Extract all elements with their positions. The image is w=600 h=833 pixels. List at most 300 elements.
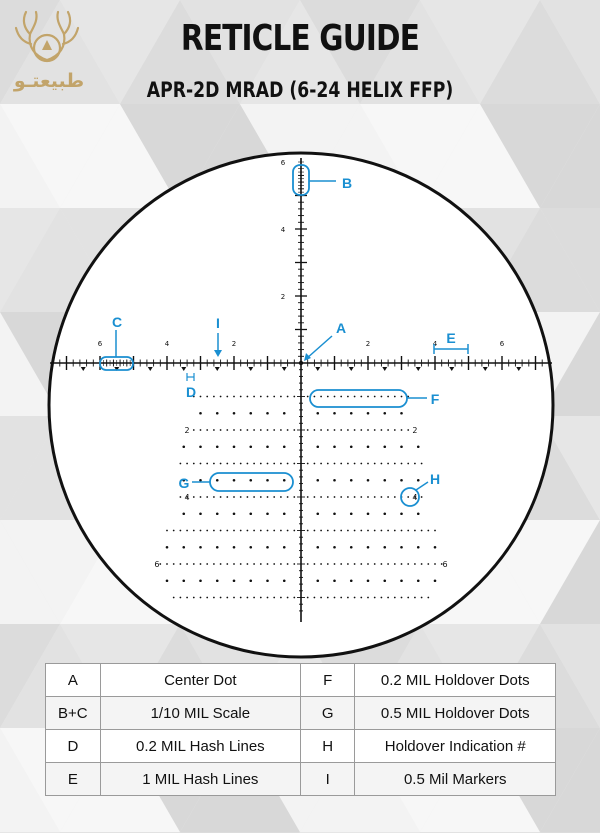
legend-key: F <box>300 664 355 697</box>
holdover-dot <box>287 563 289 565</box>
holdover-dot <box>334 530 336 532</box>
holdover-dot <box>240 463 242 465</box>
legend-row <box>46 664 556 697</box>
holdover-dot <box>407 429 409 431</box>
holdover-dot <box>266 579 269 582</box>
holdover-dot <box>421 496 423 498</box>
mil-label: 2 <box>231 340 237 348</box>
holdover-dot <box>417 479 420 482</box>
holdover-dot <box>350 412 353 415</box>
legend-description: Holdover Indication # <box>355 730 556 763</box>
holdover-dot <box>347 563 349 565</box>
holdover-dot <box>347 530 349 532</box>
holdover-dot <box>220 597 222 599</box>
holdover-dot <box>247 463 249 465</box>
holdover-dot <box>293 463 295 465</box>
holdover-dot <box>407 530 409 532</box>
holdover-dot <box>316 546 319 549</box>
holdover-dot <box>199 445 202 448</box>
holdover-dot <box>320 496 322 498</box>
holdover-dot <box>253 530 255 532</box>
holdover-dot <box>233 597 235 599</box>
holdover-dot <box>173 530 175 532</box>
holdover-dot <box>166 530 168 532</box>
holdover-dot <box>400 512 403 515</box>
holdover-dot <box>367 512 370 515</box>
holdover-dot <box>283 546 286 549</box>
holdover-dot <box>316 412 319 415</box>
callout-a-label: A <box>335 320 347 336</box>
holdover-dot <box>394 496 396 498</box>
holdover-dot <box>260 463 262 465</box>
holdover-dot <box>367 530 369 532</box>
holdover-dot <box>387 429 389 431</box>
holdover-dot <box>216 546 219 549</box>
holdover-dot <box>327 396 329 398</box>
holdover-dot <box>280 496 282 498</box>
holdover-dot <box>226 530 228 532</box>
holdover-dot <box>347 597 349 599</box>
holdover-dot <box>206 396 208 398</box>
holdover-dot <box>253 563 255 565</box>
holdover-dot <box>320 530 322 532</box>
holdover-dot <box>240 396 242 398</box>
holdover-dot <box>247 429 249 431</box>
holdover-dot <box>213 597 215 599</box>
holdover-dot <box>293 396 295 398</box>
holdover-dot <box>333 579 336 582</box>
logo-text: طبیعتـو <box>13 70 85 92</box>
holdover-dot <box>280 463 282 465</box>
callout-d-label: D <box>185 384 197 400</box>
holdover-dot <box>334 563 336 565</box>
holdover-dot <box>193 530 195 532</box>
holdover-dot <box>249 479 252 482</box>
holdover-dot <box>347 429 349 431</box>
holdover-dot <box>249 412 252 415</box>
holdover-dot <box>367 563 369 565</box>
holdover-dot <box>400 479 403 482</box>
holdover-dot <box>266 512 269 515</box>
holdover-dot <box>367 445 370 448</box>
holdover-dot <box>233 563 235 565</box>
holdover-dot <box>354 530 356 532</box>
holdover-dot <box>387 463 389 465</box>
holdover-dot <box>327 463 329 465</box>
holdover-dot <box>253 396 255 398</box>
holdover-dot <box>394 429 396 431</box>
legend-description: 1/10 MIL Scale <box>100 697 300 730</box>
holdover-dot <box>401 563 403 565</box>
mil-label: 4 <box>280 226 286 234</box>
holdover-dot <box>180 597 182 599</box>
holdover-dot <box>374 429 376 431</box>
holdover-number: 6 <box>442 560 448 569</box>
holdover-dot <box>421 463 423 465</box>
holdover-dot <box>287 463 289 465</box>
holdover-dot <box>394 396 396 398</box>
legend-key: H <box>300 730 355 763</box>
holdover-dot <box>233 512 236 515</box>
holdover-dot <box>200 530 202 532</box>
holdover-dot <box>249 579 252 582</box>
holdover-dot <box>381 463 383 465</box>
holdover-dot <box>407 463 409 465</box>
holdover-dot <box>200 429 202 431</box>
holdover-dot <box>374 496 376 498</box>
holdover-dot <box>367 463 369 465</box>
holdover-dot <box>320 563 322 565</box>
holdover-dot <box>350 445 353 448</box>
holdover-dot <box>220 563 222 565</box>
callout-f-label: F <box>430 391 440 407</box>
holdover-dot <box>367 546 370 549</box>
holdover-dot <box>333 445 336 448</box>
legend-description: 1 MIL Hash Lines <box>100 763 300 796</box>
mil-label: 6 <box>280 159 286 167</box>
holdover-dot <box>293 597 295 599</box>
legend-row <box>46 763 556 796</box>
holdover-dot <box>199 512 202 515</box>
holdover-dot <box>216 445 219 448</box>
holdover-dot <box>327 597 329 599</box>
holdover-dot <box>287 597 289 599</box>
holdover-dot <box>182 445 185 448</box>
mil-label: 2 <box>365 340 371 348</box>
holdover-dot <box>233 479 236 482</box>
holdover-dot <box>354 396 356 398</box>
legend-description: Center Dot <box>100 664 300 697</box>
holdover-dot <box>273 563 275 565</box>
holdover-dot <box>186 563 188 565</box>
holdover-dot <box>414 530 416 532</box>
holdover-dot <box>273 496 275 498</box>
holdover-dot <box>381 530 383 532</box>
holdover-dot <box>314 396 316 398</box>
holdover-dot <box>421 530 423 532</box>
holdover-dot <box>283 579 286 582</box>
holdover-dot <box>206 530 208 532</box>
holdover-dot <box>427 597 429 599</box>
holdover-dot <box>199 479 202 482</box>
holdover-dot <box>267 429 269 431</box>
holdover-dot <box>240 496 242 498</box>
holdover-dot <box>266 412 269 415</box>
holdover-dot <box>273 597 275 599</box>
holdover-dot <box>400 445 403 448</box>
holdover-dot <box>334 429 336 431</box>
holdover-dot <box>316 445 319 448</box>
holdover-dot <box>213 396 215 398</box>
holdover-dot <box>213 496 215 498</box>
holdover-dot <box>283 445 286 448</box>
page-subtitle: APR-2D MRAD (6-24 HELIX FFP) <box>146 78 454 102</box>
holdover-dot <box>249 512 252 515</box>
legend-row <box>46 697 556 730</box>
holdover-dot <box>273 530 275 532</box>
holdover-dot <box>381 496 383 498</box>
mil-label: 6 <box>97 340 103 348</box>
callout-c-label: C <box>111 314 123 330</box>
holdover-dot <box>367 429 369 431</box>
holdover-dot <box>173 597 175 599</box>
holdover-dot <box>387 396 389 398</box>
holdover-dot <box>267 563 269 565</box>
mil-label: 2 <box>280 293 286 301</box>
holdover-dot <box>307 597 309 599</box>
holdover-dot <box>354 463 356 465</box>
holdover-dot <box>253 463 255 465</box>
holdover-dot <box>260 396 262 398</box>
holdover-dot <box>387 496 389 498</box>
holdover-dot <box>180 463 182 465</box>
holdover-dot <box>267 530 269 532</box>
holdover-dot <box>347 496 349 498</box>
holdover-dot <box>334 396 336 398</box>
holdover-dot <box>307 530 309 532</box>
holdover-dot <box>340 429 342 431</box>
holdover-dot <box>233 463 235 465</box>
holdover-dot <box>206 496 208 498</box>
holdover-dot <box>427 563 429 565</box>
holdover-dot <box>193 429 195 431</box>
holdover-dot <box>334 597 336 599</box>
holdover-dot <box>249 445 252 448</box>
holdover-dot <box>186 530 188 532</box>
holdover-dot <box>267 396 269 398</box>
page-title: RETICLE GUIDE <box>180 18 420 59</box>
holdover-dot <box>360 429 362 431</box>
holdover-dot <box>287 530 289 532</box>
holdover-dot <box>226 429 228 431</box>
holdover-dot <box>307 563 309 565</box>
holdover-dot <box>360 597 362 599</box>
holdover-dot <box>199 546 202 549</box>
holdover-dot <box>293 563 295 565</box>
holdover-dot <box>307 429 309 431</box>
holdover-dot <box>260 563 262 565</box>
holdover-dot <box>247 563 249 565</box>
holdover-dot <box>260 597 262 599</box>
holdover-dot <box>253 597 255 599</box>
holdover-dot <box>216 579 219 582</box>
holdover-dot <box>417 579 420 582</box>
holdover-dot <box>180 563 182 565</box>
holdover-dot <box>283 412 286 415</box>
holdover-dot <box>434 579 437 582</box>
holdover-dot <box>383 512 386 515</box>
holdover-dot <box>434 546 437 549</box>
holdover-dot <box>180 530 182 532</box>
legend-row <box>46 730 556 763</box>
holdover-dot <box>216 512 219 515</box>
holdover-dot <box>220 496 222 498</box>
holdover-dot <box>417 512 420 515</box>
holdover-dot <box>340 530 342 532</box>
holdover-dot <box>394 463 396 465</box>
holdover-dot <box>307 463 309 465</box>
holdover-dot <box>320 463 322 465</box>
legend-key: I <box>300 763 355 796</box>
legend-key: B+C <box>46 697 101 730</box>
holdover-dot <box>381 396 383 398</box>
holdover-dot <box>427 530 429 532</box>
holdover-dot <box>316 512 319 515</box>
holdover-dot <box>213 530 215 532</box>
holdover-dot <box>350 546 353 549</box>
holdover-dot <box>381 563 383 565</box>
holdover-dot <box>193 463 195 465</box>
holdover-dot <box>220 530 222 532</box>
holdover-dot <box>333 512 336 515</box>
legend-table <box>45 663 556 796</box>
holdover-dot <box>417 445 420 448</box>
holdover-dot <box>374 563 376 565</box>
holdover-dot <box>360 396 362 398</box>
legend-key: E <box>46 763 101 796</box>
holdover-dot <box>253 429 255 431</box>
holdover-dot <box>334 496 336 498</box>
holdover-dot <box>233 429 235 431</box>
holdover-dot <box>233 579 236 582</box>
mil-label: 4 <box>164 340 170 348</box>
holdover-dot <box>213 563 215 565</box>
holdover-dot <box>340 563 342 565</box>
holdover-dot <box>383 579 386 582</box>
holdover-dot <box>434 530 436 532</box>
mil-label: 4 <box>432 340 438 348</box>
holdover-dot <box>216 479 219 482</box>
holdover-dot <box>283 512 286 515</box>
holdover-number: 6 <box>154 560 160 569</box>
holdover-dot <box>273 396 275 398</box>
holdover-dot <box>314 563 316 565</box>
holdover-dot <box>320 396 322 398</box>
holdover-dot <box>220 396 222 398</box>
holdover-dot <box>340 496 342 498</box>
callout-i-label: I <box>216 315 220 331</box>
holdover-dot <box>414 463 416 465</box>
holdover-dot <box>249 546 252 549</box>
callout-h-label: H <box>429 471 441 487</box>
holdover-dot <box>287 496 289 498</box>
holdover-dot <box>266 479 269 482</box>
holdover-dot <box>401 463 403 465</box>
holdover-dot <box>354 597 356 599</box>
holdover-dot <box>414 563 416 565</box>
holdover-dot <box>316 479 319 482</box>
holdover-dot <box>247 396 249 398</box>
holdover-dot <box>273 463 275 465</box>
holdover-dot <box>350 579 353 582</box>
holdover-dot <box>260 496 262 498</box>
legend-key: G <box>300 697 355 730</box>
holdover-dot <box>287 396 289 398</box>
holdover-dot <box>199 412 202 415</box>
holdover-dot <box>314 597 316 599</box>
holdover-dot <box>267 463 269 465</box>
holdover-dot <box>193 597 195 599</box>
holdover-dot <box>394 597 396 599</box>
holdover-dot <box>327 563 329 565</box>
holdover-dot <box>307 396 309 398</box>
holdover-dot <box>280 429 282 431</box>
holdover-dot <box>220 463 222 465</box>
holdover-dot <box>182 546 185 549</box>
holdover-dot <box>182 512 185 515</box>
holdover-dot <box>354 496 356 498</box>
holdover-dot <box>267 597 269 599</box>
holdover-dot <box>200 463 202 465</box>
holdover-dot <box>200 563 202 565</box>
holdover-dot <box>374 597 376 599</box>
holdover-dot <box>400 412 403 415</box>
holdover-dot <box>333 412 336 415</box>
holdover-dot <box>200 496 202 498</box>
holdover-dot <box>407 563 409 565</box>
holdover-dot <box>334 463 336 465</box>
holdover-dot <box>316 579 319 582</box>
holdover-dot <box>173 563 175 565</box>
holdover-dot <box>401 530 403 532</box>
holdover-dot <box>333 546 336 549</box>
holdover-dot <box>401 396 403 398</box>
holdover-dot <box>401 597 403 599</box>
holdover-dot <box>213 429 215 431</box>
holdover-dot <box>400 546 403 549</box>
holdover-dot <box>226 597 228 599</box>
holdover-dot <box>233 530 235 532</box>
holdover-dot <box>394 563 396 565</box>
holdover-dot <box>233 412 236 415</box>
holdover-dot <box>367 479 370 482</box>
holdover-dot <box>314 463 316 465</box>
holdover-dot <box>340 463 342 465</box>
holdover-dot <box>383 479 386 482</box>
holdover-dot <box>333 479 336 482</box>
holdover-dot <box>280 597 282 599</box>
holdover-dot <box>293 429 295 431</box>
center-dot <box>299 361 303 365</box>
holdover-dot <box>200 396 202 398</box>
holdover-dot <box>216 412 219 415</box>
holdover-dot <box>360 563 362 565</box>
holdover-dot <box>383 445 386 448</box>
legend-description: 0.5 Mil Markers <box>355 763 556 796</box>
holdover-dot <box>374 396 376 398</box>
holdover-dot <box>266 546 269 549</box>
holdover-dot <box>166 563 168 565</box>
holdover-dot <box>206 597 208 599</box>
holdover-dot <box>400 579 403 582</box>
callout-e-label: E <box>446 330 456 346</box>
holdover-dot <box>327 530 329 532</box>
holdover-dot <box>401 429 403 431</box>
holdover-dot <box>293 530 295 532</box>
holdover-dot <box>280 563 282 565</box>
holdover-dot <box>421 563 423 565</box>
holdover-dot <box>226 563 228 565</box>
holdover-dot <box>287 429 289 431</box>
holdover-dot <box>327 496 329 498</box>
holdover-dot <box>360 530 362 532</box>
holdover-dot <box>414 597 416 599</box>
holdover-dot <box>247 597 249 599</box>
holdover-dot <box>206 563 208 565</box>
holdover-dot <box>186 463 188 465</box>
legend-key: A <box>46 664 101 697</box>
holdover-dot <box>240 429 242 431</box>
